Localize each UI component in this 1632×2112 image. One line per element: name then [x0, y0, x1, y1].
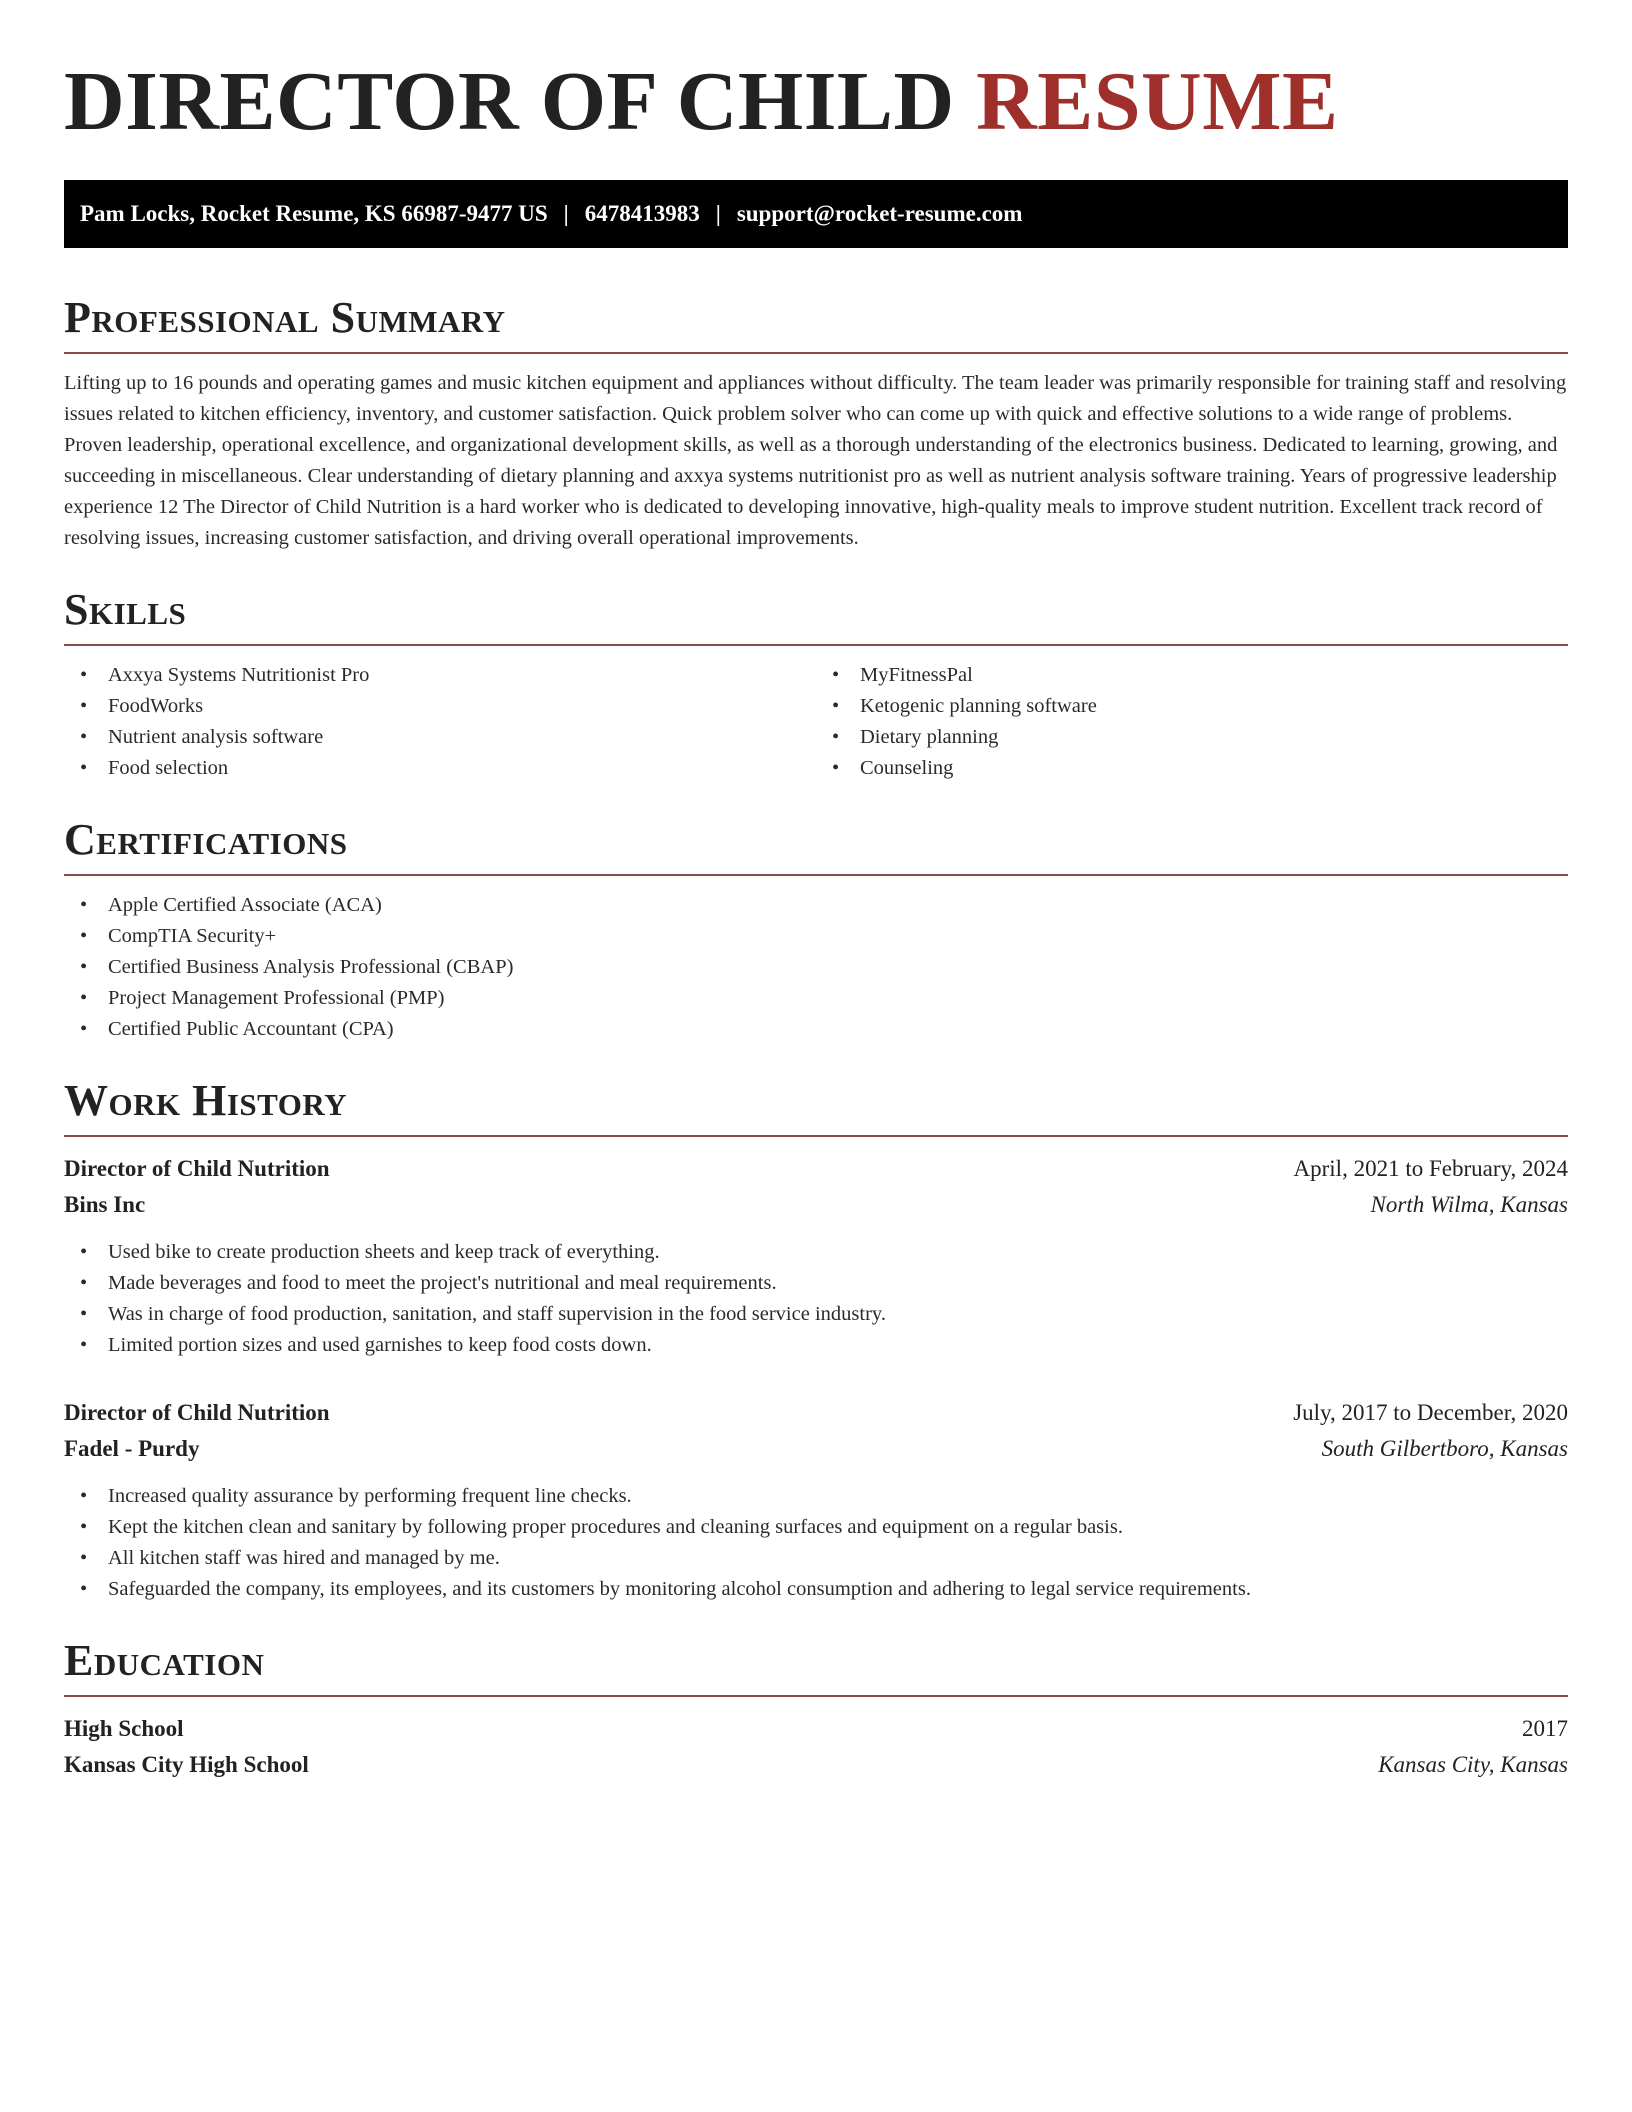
list-item: • Project Management Professional (PMP) — [64, 983, 1568, 1014]
list-item: • Axxya Systems Nutritionist Pro — [64, 660, 816, 691]
job-title: Director of Child Nutrition — [64, 1400, 330, 1425]
contact-phone: 6478413983 — [584, 201, 700, 226]
contact-bar — [64, 180, 1568, 248]
job-bullets — [64, 1481, 1568, 1605]
contact-separator: | — [563, 201, 569, 226]
list-item: • Safeguarded the company, its employees, and its customers by monitoring alcohol consumption and adhering to legal service requirements. — [64, 1574, 1568, 1605]
list-item: • All kitchen staff was hired and managed by me. — [64, 1543, 1568, 1574]
list-item: • Nutrient analysis software — [64, 722, 816, 753]
list-item: • Certified Business Analysis Professional (CBAP) — [64, 952, 1568, 983]
job-company-row — [64, 1187, 1568, 1223]
list-item: • MyFitnessPal — [816, 660, 1568, 691]
job-entry — [64, 1151, 1568, 1361]
job-company-row — [64, 1431, 1568, 1467]
job-dates: April, 2021 to February, 2024 — [1293, 1156, 1568, 1181]
certifications-section — [64, 812, 1568, 1045]
list-item: • Kept the kitchen clean and sanitary by following proper procedures and cleaning surfaces and equipment on a regular basis. — [64, 1512, 1568, 1543]
list-item: • Ketogenic planning software — [816, 691, 1568, 722]
list-item: • Made beverages and food to meet the project's nutritional and meal requirements. — [64, 1268, 1568, 1299]
certifications-heading: Certifications — [64, 812, 1568, 876]
list-item: • Limited portion sizes and used garnishes to keep food costs down. — [64, 1330, 1568, 1361]
skills-grid — [64, 660, 1568, 784]
list-item: • Certified Public Accountant (CPA) — [64, 1014, 1568, 1045]
list-item: • Used bike to create production sheets and keep track of everything. — [64, 1237, 1568, 1268]
list-item: • Counseling — [816, 753, 1568, 784]
list-item: • Increased quality assurance by performing frequent line checks. — [64, 1481, 1568, 1512]
job-dates: July, 2017 to December, 2020 — [1293, 1400, 1568, 1425]
education-heading: Education — [64, 1633, 1568, 1697]
job-header — [64, 1151, 1568, 1187]
certifications-list — [64, 890, 1568, 1045]
job-entry — [64, 1395, 1568, 1605]
title-main: DIRECTOR OF CHILD — [64, 55, 977, 148]
list-item: • CompTIA Security+ — [64, 921, 1568, 952]
list-item: • Apple Certified Associate (ACA) — [64, 890, 1568, 921]
job-bullets — [64, 1237, 1568, 1361]
skills-heading: Skills — [64, 582, 1568, 646]
education-section — [64, 1633, 1568, 1783]
education-location: Kansas City, Kansas — [1378, 1752, 1568, 1777]
education-degree: High School — [64, 1716, 184, 1741]
education-header — [64, 1711, 1568, 1747]
education-year: 2017 — [1522, 1716, 1568, 1741]
list-item: • Dietary planning — [816, 722, 1568, 753]
list-item: • Food selection — [64, 753, 816, 784]
work-history-heading: Work History — [64, 1073, 1568, 1137]
contact-separator: | — [715, 201, 721, 226]
contact-email: support@rocket-resume.com — [736, 201, 1023, 226]
list-item: • FoodWorks — [64, 691, 816, 722]
job-company: Bins Inc — [64, 1192, 146, 1217]
contact-address: Pam Locks, Rocket Resume, KS 66987-9477 US — [80, 201, 548, 226]
education-entry — [64, 1711, 1568, 1783]
job-title: Director of Child Nutrition — [64, 1156, 330, 1181]
job-location: South Gilbertboro, Kansas — [1321, 1436, 1568, 1461]
skills-list-left — [64, 660, 816, 784]
summary-heading: Professional Summary — [64, 290, 1568, 354]
education-school: Kansas City High School — [64, 1752, 309, 1777]
job-company: Fadel - Purdy — [64, 1436, 200, 1461]
job-location: North Wilma, Kansas — [1370, 1192, 1568, 1217]
work-history-section — [64, 1073, 1568, 1605]
summary-section — [64, 290, 1568, 554]
skills-section — [64, 582, 1568, 784]
resume-title — [64, 52, 1568, 152]
skills-list-right — [816, 660, 1568, 784]
title-accent: RESUME — [976, 55, 1339, 148]
education-school-row — [64, 1747, 1568, 1783]
summary-text: Lifting up to 16 pounds and operating games and music kitchen equipment and appliances without difficulty. The team leader was primarily responsible for training staff and resolving issues related to kitchen efficiency, inventory, and customer satisfaction. Quick problem solver who can come up with quick and effective solutions to a wide range of problems. Proven leadership, operational excellence, and organizational development skills, as well as a thorough understanding of the electronics business. Dedicated to learning, growing, and succeeding in miscellaneous. Clear understanding of dietary planning and axxya systems nutritionist pro as well as nutrient analysis software training. Years of progressive leadership experience 12 The Director of Child Nutrition is a hard worker who is dedicated to developing innovative, high-quality meals to improve student nutrition. Excellent track record of resolving issues, increasing customer satisfaction, and driving overall operational improvements. — [64, 372, 1567, 549]
list-item: • Was in charge of food production, sanitation, and staff supervision in the food service industry. — [64, 1299, 1568, 1330]
job-header — [64, 1395, 1568, 1431]
